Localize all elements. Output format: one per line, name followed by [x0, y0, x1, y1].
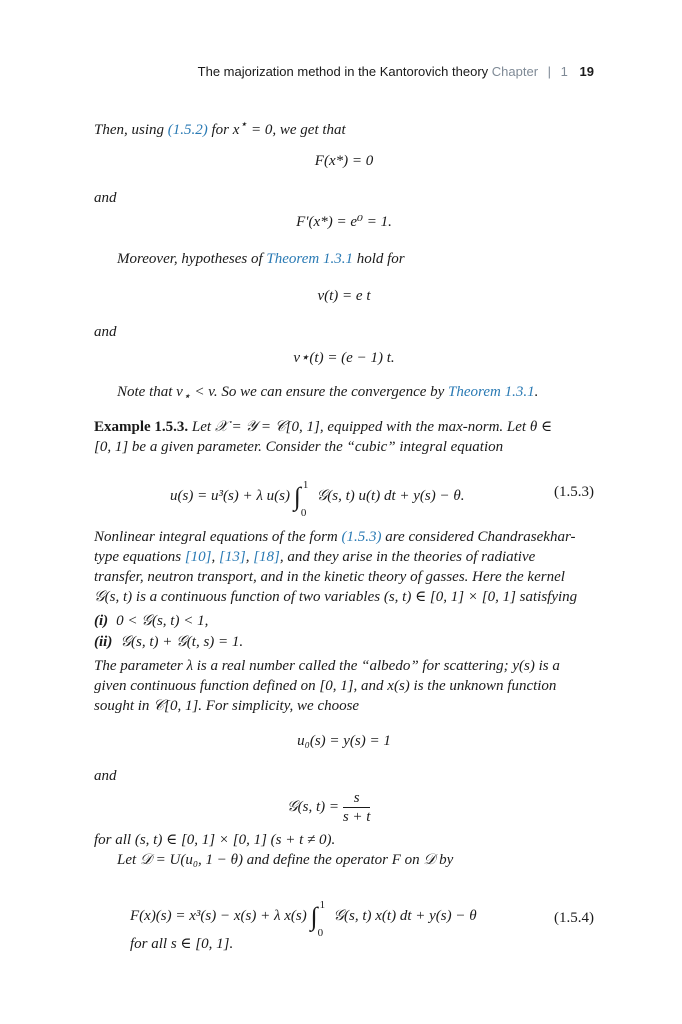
equation-u0: u₀(s) = y(s) = 1 [297, 733, 391, 749]
equation-link-1-5-3[interactable]: (1.5.3) [341, 529, 382, 545]
connector-and-2: and [94, 324, 117, 340]
paragraph-albedo-2: given continuous function defined on [0, 1], and x(s) is the unknown function [94, 678, 557, 694]
paragraph-for-all: for all (s, t) ∈ [0, 1] × [0, 1] (s + t ≠ 0). [94, 832, 336, 848]
paragraph-then-using: Then, using (1.5.2) for x⋆ = 0, we get that [94, 117, 346, 138]
citation-10[interactable]: [10] [184, 549, 212, 565]
equation-operator-f: F(x)(s) = x³(s) − x(s) + λ x(s) ∫ 1 0 𝒢(s, t) x(t) dt + y(s) − θ [130, 898, 477, 939]
header-separator: | [547, 64, 552, 79]
equation-v-star: v⋆(t) = (e − 1) t. [293, 350, 395, 366]
running-header [198, 64, 594, 79]
paragraph-moreover: Moreover, hypotheses of Theorem 1.3.1 hold for [117, 251, 405, 267]
example-label: Example 1.5.3. [94, 419, 189, 435]
condition-ii: (ii) 𝒢(s, t) + 𝒢(t, s) = 1. [94, 634, 244, 650]
paragraph-nonlinear-1: Nonlinear integral equations of the form (1.5.3) are considered Chandrasekhar- [94, 529, 576, 545]
connector-and-1: and [94, 190, 117, 206]
equation-number-1-5-4: (1.5.4) [554, 910, 594, 926]
running-title: The majorization method in the Kantorovich theory [197, 64, 489, 79]
theorem-link-1-3-1[interactable]: Theorem 1.3.1 [266, 251, 353, 267]
example-heading-line: Example 1.5.3. Let 𝒳 = 𝒴 = 𝒞[0, 1], equipped with the max-norm. Let θ ∈ [94, 419, 553, 435]
equation-f-xstar-zero: F(x*) = 0 [314, 153, 374, 169]
theorem-link-1-3-1-b[interactable]: Theorem 1.3.1 [448, 384, 535, 400]
paragraph-nonlinear-2: type equations [10], [13], [18], and they arise in the theories of radiative [94, 549, 536, 565]
chapter-label: Chapter [491, 64, 539, 79]
equation-derivative: F′(x*) = e⁰ = 1. [296, 214, 392, 230]
paragraph-albedo-3: sought in 𝒞[0, 1]. For simplicity, we choose [94, 698, 360, 714]
citation-13[interactable]: [13] [219, 549, 246, 565]
paragraph-for-all-s: for all s ∈ [0, 1]. [130, 936, 234, 952]
equation-cubic-integral: u(s) = u³(s) + λ u(s) ∫ 1 0 𝒢(s, t) u(t) dt + y(s) − θ. [170, 478, 465, 519]
page-number: 19 [579, 64, 594, 79]
paragraph-note-that: Note that $v_⋆ < v$. So we can ensure the convergence by Theorem 1.3.1. [117, 384, 539, 403]
equation-v-t: v(t) = e t [317, 288, 371, 304]
example-line-2: [0, 1] be a given parameter. Consider the “cubic” integral equation [94, 439, 504, 455]
equation-link-1-5-2[interactable]: (1.5.2) [167, 122, 208, 138]
paragraph-albedo-1: The parameter λ is a real number called the “albedo” for scattering; y(s) is a [94, 658, 560, 674]
paragraph-nonlinear-4: 𝒢(s, t) is a continuous function of two variables (s, t) ∈ [0, 1] × [0, 1] satisfying [94, 589, 578, 605]
chapter-number: 1 [560, 64, 568, 79]
connector-and-3: and [94, 768, 117, 784]
paragraph-let-d: Let 𝒟 = U(u₀, 1 − θ) and define the operator F on 𝒟 by [117, 852, 454, 868]
equation-number-1-5-3: (1.5.3) [554, 484, 594, 500]
equation-kernel: 𝒢(s, t) = $\frac{s}{s + t}$ [287, 790, 371, 825]
citation-18[interactable]: [18] [253, 549, 280, 565]
paragraph-nonlinear-3: transfer, neutron transport, and in the kinetic theory of gasses. Here the kernel [94, 569, 565, 585]
condition-i: (i) 0 < 𝒢(s, t) < 1, [94, 613, 209, 629]
